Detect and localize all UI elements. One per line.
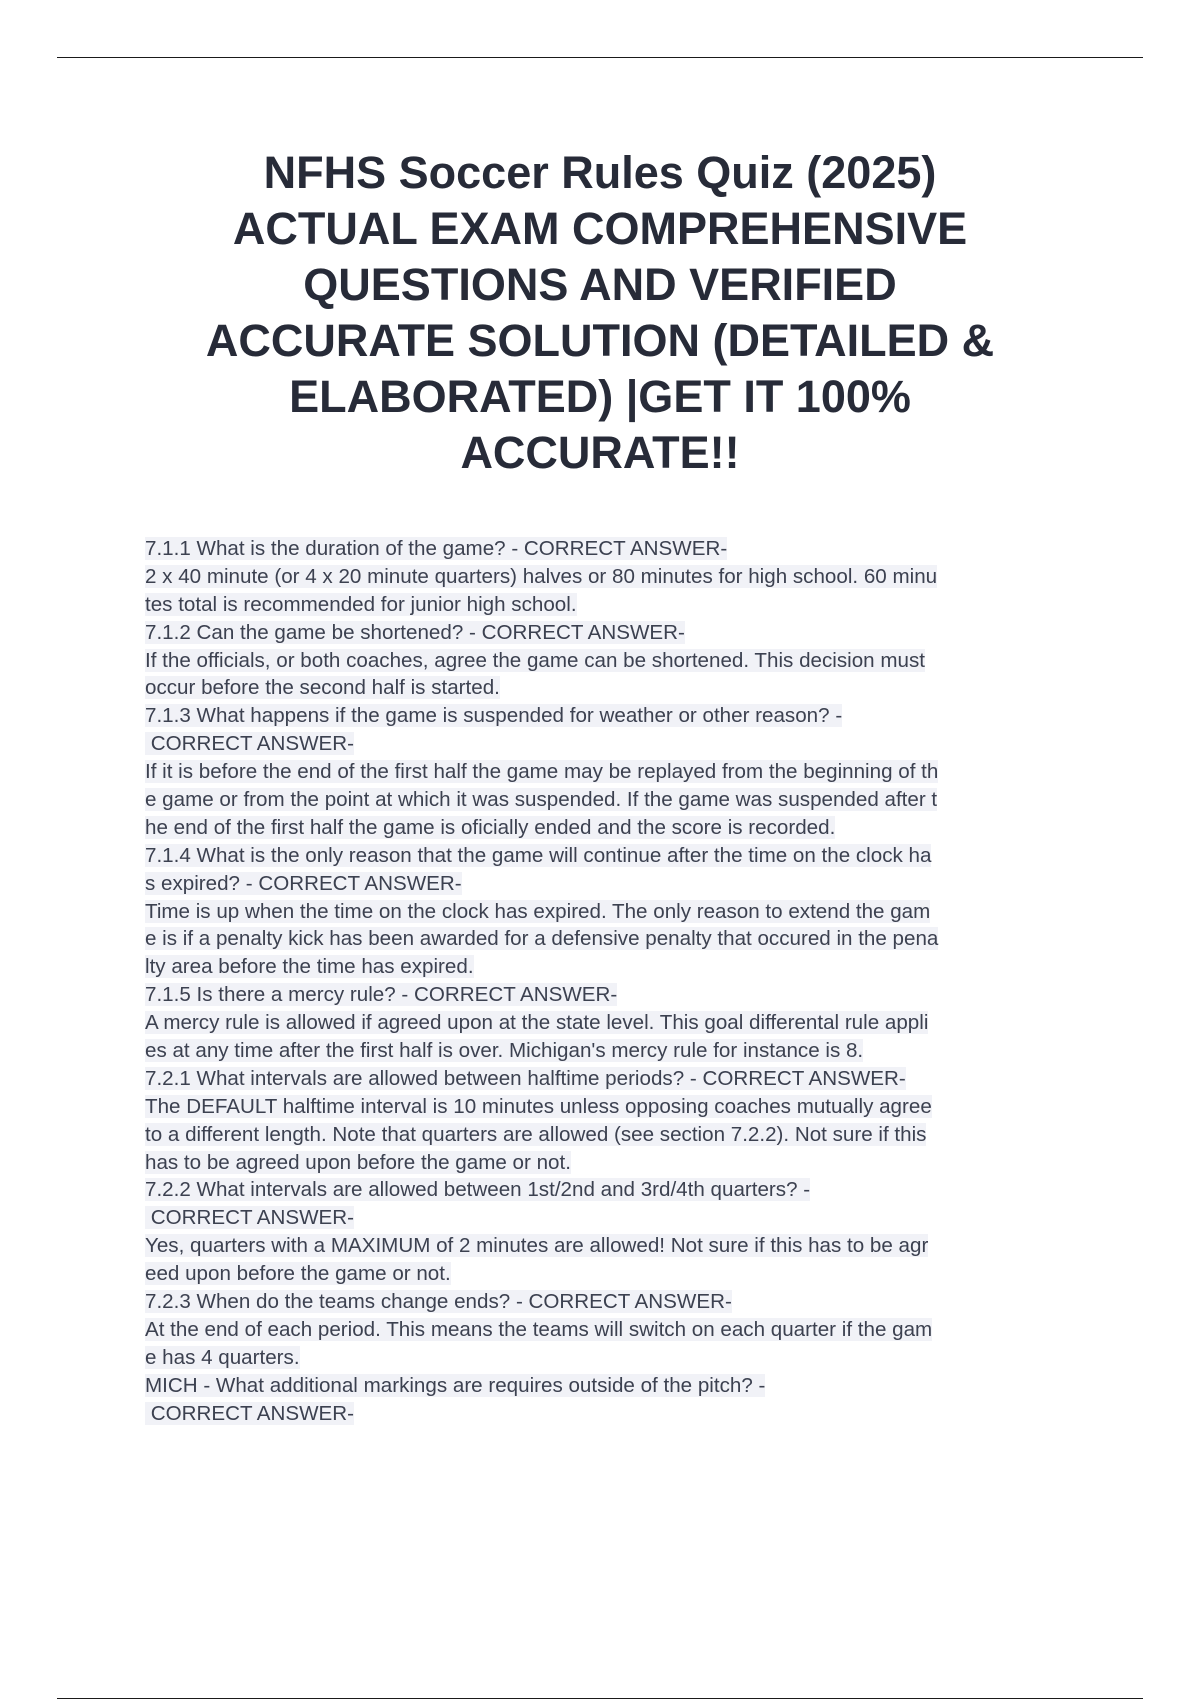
title-line: ACCURATE!! (460, 427, 740, 478)
body-line-text: 7.1.1 What is the duration of the game? - CORRECT ANSWER- (145, 537, 728, 560)
body-line-text: lty area before the time has expired. (145, 955, 474, 979)
body-line-text: e game or from the point at which it was suspended. If the game was suspended after t (145, 788, 938, 812)
body-line-text: tes total is recommended for junior high school. (145, 592, 577, 616)
body-line (145, 1065, 1095, 1093)
title-line: ELABORATED) |GET IT 100% (289, 371, 911, 422)
body-line (145, 1204, 1095, 1232)
body-line-text: 7.2.1 What intervals are allowed between halftime periods? - CORRECT ANSWER- (145, 1066, 906, 1090)
body-line (145, 1316, 1095, 1344)
body-line-text: 7.1.3 What happens if the game is suspended for weather or other reason? - (145, 704, 843, 728)
body-line-text: es at any time after the first half is over. Michigan's mercy rule for instance is 8. (145, 1039, 864, 1063)
body-line (145, 842, 1095, 870)
body-line (145, 758, 1095, 786)
body-line-text: e has 4 quarters. (145, 1345, 300, 1369)
body-line-text: he end of the first half the game is oficially ended and the score is recorded. (145, 815, 836, 839)
top-divider (57, 57, 1143, 58)
body-line (145, 1400, 1095, 1428)
body-line (145, 1288, 1095, 1316)
bottom-divider (57, 1698, 1143, 1699)
body-line-text: The DEFAULT halftime interval is 10 minutes unless opposing coaches mutually agree (145, 1094, 932, 1118)
body-line (145, 1372, 1095, 1400)
body-line (145, 1009, 1095, 1037)
title-line: QUESTIONS AND VERIFIED (303, 259, 897, 310)
body-line-text: eed upon before the game or not. (145, 1262, 451, 1286)
body-line-text: 7.1.5 Is there a mercy rule? - CORRECT ANSWER- (145, 983, 618, 1007)
body-line (145, 981, 1095, 1009)
body-line (145, 1344, 1095, 1372)
body-line-text: CORRECT ANSWER- (145, 732, 355, 756)
body-line-text: 7.1.2 Can the game be shortened? - CORRECT ANSWER- (145, 620, 685, 644)
body-line (145, 870, 1095, 898)
body-line-text: CORRECT ANSWER- (145, 1206, 355, 1230)
body-line (145, 619, 1095, 647)
body-line (145, 1037, 1095, 1065)
body-line-text: CORRECT ANSWER- (145, 1401, 355, 1425)
body-line-text: 7.2.2 What intervals are allowed between 1st/2nd and 3rd/4th quarters? - (145, 1178, 811, 1202)
body-line-text: Yes, quarters with a MAXIMUM of 2 minutes are allowed! Not sure if this has to be agr (145, 1234, 929, 1258)
document-body (145, 535, 1095, 1428)
title-line: ACCURATE SOLUTION (DETAILED & (205, 315, 995, 366)
body-line-text: occur before the second half is started. (145, 676, 500, 700)
document-title (100, 145, 1100, 481)
body-line (145, 702, 1095, 730)
body-line-text: e is if a penalty kick has been awarded for a defensive penalty that occured in the pena (145, 927, 939, 951)
title-line: ACTUAL EXAM COMPREHENSIVE (232, 203, 968, 254)
body-line (145, 535, 1095, 563)
body-line (145, 898, 1095, 926)
body-line-text: s expired? - CORRECT ANSWER- (145, 871, 462, 895)
body-line (145, 1176, 1095, 1204)
body-line (145, 674, 1095, 702)
body-line-text: Time is up when the time on the clock has expired. The only reason to extend the gam (145, 899, 931, 923)
body-line-text: If the officials, or both coaches, agree the game can be shortened. This decision must (145, 648, 925, 672)
body-line-text: A mercy rule is allowed if agreed upon at the state level. This goal differental rule appli (145, 1011, 929, 1035)
body-line-text: At the end of each period. This means the teams will switch on each quarter if the gam (145, 1317, 933, 1341)
body-line (145, 786, 1095, 814)
body-line-text: If it is before the end of the first half the game may be replayed from the beginning of th (145, 760, 939, 784)
body-line-text: 2 x 40 minute (or 4 x 20 minute quarters) halves or 80 minutes for high school. 60 minu (145, 564, 938, 588)
body-line-text: 7.1.4 What is the only reason that the game will continue after the time on the clock ha (145, 843, 932, 867)
body-line (145, 591, 1095, 619)
body-line (145, 814, 1095, 842)
body-line (145, 925, 1095, 953)
body-line-text: MICH - What additional markings are requires outside of the pitch? - (145, 1373, 766, 1397)
body-line-text: to a different length. Note that quarters are allowed (see section 7.2.2). Not sure if this (145, 1122, 927, 1146)
body-line-text: 7.2.3 When do the teams change ends? - CORRECT ANSWER- (145, 1290, 732, 1314)
body-line (145, 1260, 1095, 1288)
body-line (145, 647, 1095, 675)
body-line (145, 1121, 1095, 1149)
body-line (145, 563, 1095, 591)
body-line (145, 1093, 1095, 1121)
title-line: NFHS Soccer Rules Quiz (2025) (263, 147, 937, 198)
body-line (145, 1149, 1095, 1177)
body-line (145, 730, 1095, 758)
body-line (145, 953, 1095, 981)
body-line-text: has to be agreed upon before the game or not. (145, 1150, 571, 1174)
body-line (145, 1232, 1095, 1260)
